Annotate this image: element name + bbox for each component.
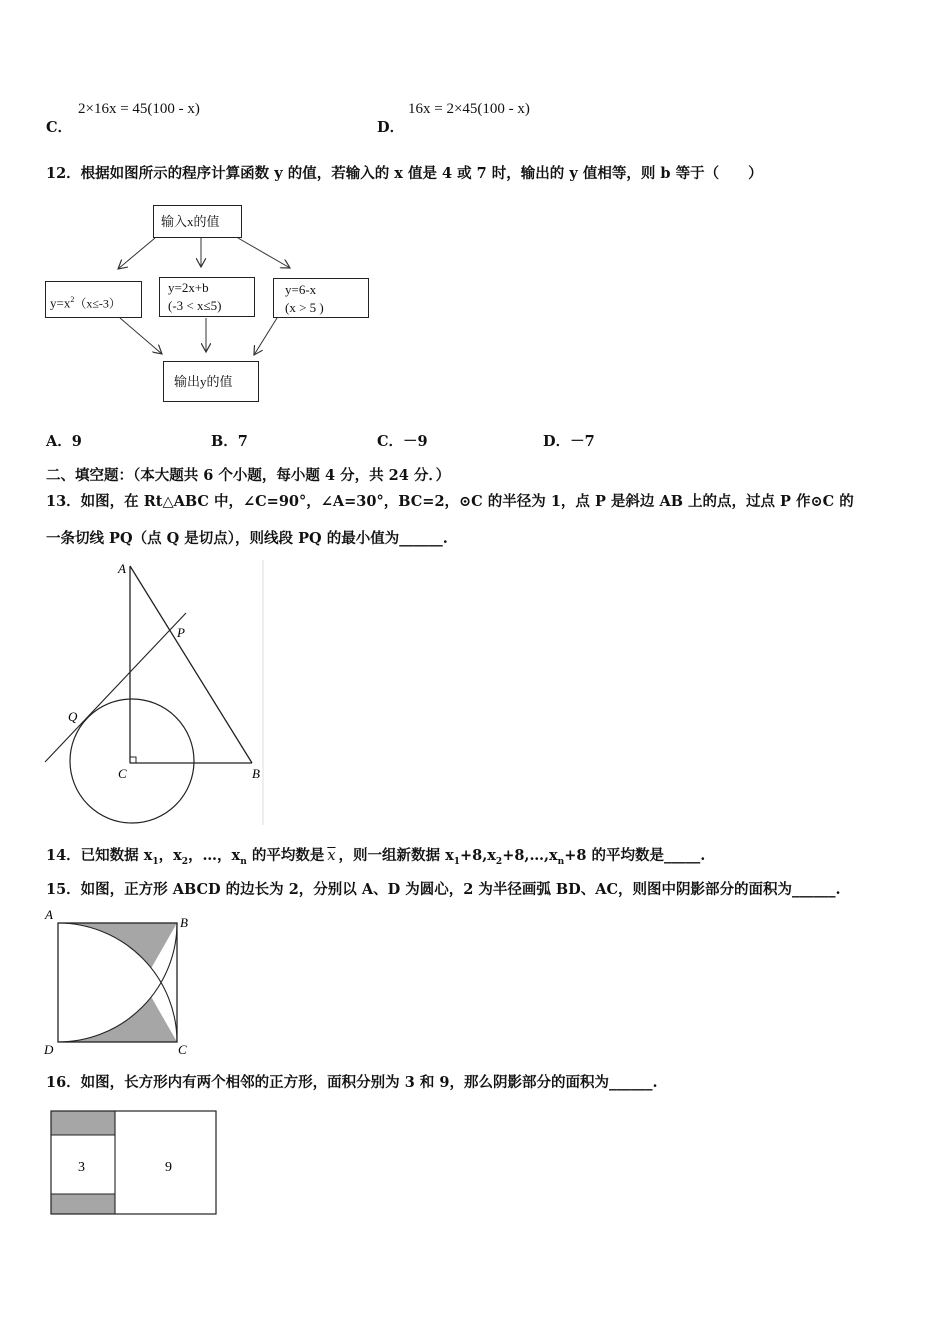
flow-mid-line2: (-3 < x≤5) [168, 298, 222, 313]
large-square-area: 9 [165, 1160, 172, 1175]
circle-c [70, 699, 194, 823]
tangent-pq [45, 613, 186, 762]
shaded-strip-bottom [51, 1194, 115, 1214]
flow-input-box [153, 205, 242, 238]
side-ab [130, 566, 252, 763]
option-c-formula: 2×16x = 45(100 - x) [78, 101, 200, 117]
q16-figure [45, 1105, 225, 1220]
label-b: B [180, 915, 188, 930]
q12-text: 12．根据如图所示的程序计算函数 y 的值，若输入的 x 值是 4 或 7 时，输出的 y 值相等，则 b 等于（ ） [46, 165, 763, 182]
flow-output-box [163, 361, 259, 402]
right-angle-mark [130, 757, 136, 763]
q12-option-b: B．7 [211, 433, 248, 450]
flow-right-box [273, 278, 369, 318]
flow-output-text: 输出y的值 [174, 374, 233, 389]
flow-left-sup: 2 [70, 295, 75, 304]
q13-line2: 一条切线 PQ（点 Q 是切点），则线段 PQ 的最小值为______. [46, 530, 448, 547]
flowchart-arrows [0, 0, 950, 420]
option-c-label: C． [46, 119, 73, 136]
x-bar: $\overline{x}$ [327, 848, 336, 864]
small-square-area: 3 [78, 1160, 85, 1175]
flow-right-line2: (x > 5 ) [285, 300, 324, 315]
q12-option-d: D．－7 [543, 433, 595, 450]
flow-input-text: 输入x的值 [161, 214, 220, 229]
flow-left-box [45, 281, 142, 318]
q12-option-a: A．9 [46, 433, 82, 450]
shaded-strip-top [51, 1111, 115, 1135]
label-d: D [44, 1042, 54, 1057]
q13-line1: 13．如图，在 Rt△ABC 中，∠C=90°，∠A=30°，BC=2，⊙C 的半径为 1，点 P 是斜边 AB 上的点，过点 P 作⊙C 的 [46, 493, 854, 510]
flow-mid-box [159, 277, 255, 317]
label-c: C [118, 766, 127, 781]
flow-mid-line1: y=2x+b [168, 280, 209, 295]
label-q: Q [68, 709, 78, 724]
flow-right-line1: y=6-x [285, 282, 317, 297]
option-d-label: D． [377, 119, 405, 136]
section2-heading: 二、填空题：（本大题共 6 个小题，每小题 4 分，共 24 分．） [46, 467, 451, 484]
q14-text: 14．已知数据 $x_1$，$x_2$，…，$x_n$ 的平均数是 $\overline{x}$ ，则一组新数据 $x_1+8,x_2+8,\dots,x_n+8$ 的平均数是_____. [46, 847, 706, 867]
label-c: C [178, 1042, 187, 1057]
q15-figure [40, 905, 200, 1060]
flow-left-cond: （x≤-3） [74, 296, 121, 311]
label-a: A [118, 561, 126, 576]
label-b: B [252, 766, 260, 781]
label-a: A [45, 907, 53, 922]
option-d-formula: 16x = 2×45(100 - x) [408, 101, 530, 117]
label-p: P [177, 625, 185, 640]
q13-figure [40, 555, 280, 835]
q12-option-c: C．－9 [377, 433, 428, 450]
flow-left-main: y=x [50, 295, 71, 311]
q15-text: 15．如图，正方形 ABCD 的边长为 2，分别以 A、D 为圆心，2 为半径画弧 BD、AC，则图中阴影部分的面积为______. [46, 881, 841, 898]
q16-text: 16．如图，长方形内有两个相邻的正方形，面积分别为 3 和 9，那么阴影部分的面积为______. [46, 1074, 658, 1091]
